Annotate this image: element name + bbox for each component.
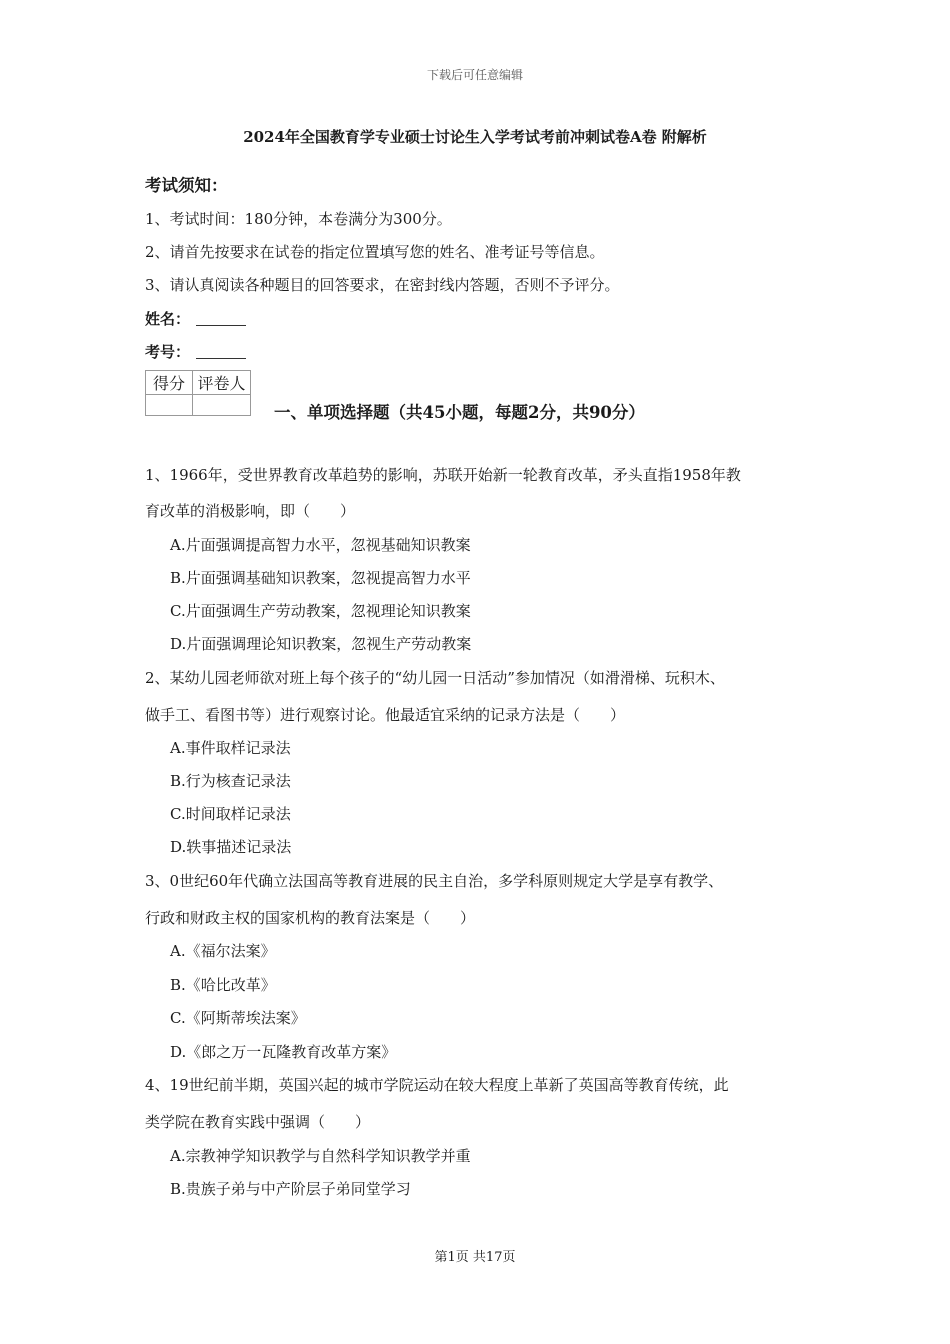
header-note: 下载后可任意编辑 (426, 68, 523, 82)
id-field (145, 341, 246, 362)
option: A.事件取样记录法 (170, 739, 291, 757)
score-table (145, 370, 251, 416)
question-text: 1、1966年，受世界教育改革趋势的影响，苏联开始新一轮教育改革，矛头直指1958年教 (145, 466, 741, 484)
score-header: 得分 (146, 371, 193, 395)
id-blank[interactable] (196, 344, 246, 359)
grader-header: 评卷人 (193, 371, 251, 395)
question-text: 行政和财政主权的国家机构的教育法案是（ ） (145, 909, 476, 927)
question-text: 类学院在教育实践中强调（ ） (145, 1113, 371, 1131)
name-blank[interactable] (196, 311, 246, 326)
notice-item: 1、考试时间：180分钟，本卷满分为300分。 (145, 210, 452, 228)
name-field (145, 308, 246, 329)
option: B.片面强调基础知识教案，忽视提高智力水平 (170, 569, 471, 587)
option: C.片面强调生产劳动教案，忽视理论知识教案 (170, 602, 471, 620)
option: C.《阿斯蒂埃法案》 (170, 1009, 306, 1027)
option: A.宗教神学知识教学与自然科学知识教学并重 (170, 1147, 471, 1165)
option: C.时间取样记录法 (170, 805, 291, 823)
option: B.贵族子弟与中产阶层子弟同堂学习 (170, 1180, 411, 1198)
id-label: 考号： (145, 343, 191, 361)
notice-item: 3、请认真阅读各种题目的回答要求，在密封线内答题，否则不予评分。 (145, 276, 620, 294)
option: B.行为核查记录法 (170, 772, 291, 790)
notice-heading: 考试须知： (145, 176, 228, 195)
question-text: 做手工、看图书等）进行观察讨论。他最适宜采纳的记录方法是（ ） (145, 706, 626, 724)
name-label: 姓名： (145, 310, 191, 328)
question-text: 4、19世纪前半期，英国兴起的城市学院运动在较大程度上革新了英国高等教育传统，此 (145, 1076, 729, 1094)
part-title: 一、单项选择题（共45小题，每题2分，共90分） (274, 403, 645, 422)
notice-item: 2、请首先按要求在试卷的指定位置填写您的姓名、准考证号等信息。 (145, 243, 605, 261)
option: A.《福尔法案》 (170, 942, 276, 960)
option: D.《郎之万一瓦隆教育改革方案》 (170, 1043, 397, 1061)
document-title: 2024年全国教育学专业硕士讨论生入学考试考前冲刺试卷A卷 附解析 (243, 128, 707, 146)
question-text: 2、某幼儿园老师欲对班上每个孩子的“幼儿园一日活动”参加情况（如滑滑梯、玩积木、 (145, 669, 725, 687)
option: B.《哈比改革》 (170, 976, 276, 994)
score-cell[interactable] (146, 395, 193, 416)
grader-cell[interactable] (193, 395, 251, 416)
question-text: 育改革的消极影响，即（ ） (145, 502, 356, 520)
question-text: 3、0世纪60年代确立法国高等教育进展的民主自治，多学科原则规定大学是享有教学、 (145, 872, 724, 890)
option: A.片面强调提高智力水平，忽视基础知识教案 (170, 536, 471, 554)
option: D.轶事描述记录法 (170, 838, 292, 856)
page-footer: 第1页 共17页 (434, 1250, 516, 1265)
option: D.片面强调理论知识教案，忽视生产劳动教案 (170, 635, 472, 653)
